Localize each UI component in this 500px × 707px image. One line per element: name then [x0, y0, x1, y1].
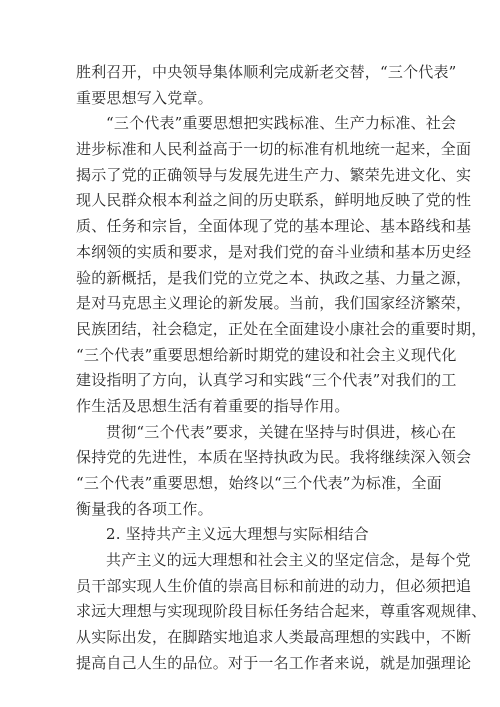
text-line: 本纲领的实质和要求，是对我们党的奋斗业绩和基本历史经	[76, 242, 472, 261]
text-line: 质、任务和宗旨，全面体现了党的基本理论、基本路线和基	[76, 217, 472, 236]
text-line: “三个代表”重要思想，始终以“三个代表”为标准，全面	[76, 474, 442, 492]
text-line: 民族团结，社会稳定，正处在全面建设小康社会的重要时期，	[76, 319, 487, 338]
paragraph-start-line: 共产主义的远大理想和社会主义的坚定信念，是每个党	[106, 551, 471, 570]
text-line: 重要思想写入党章。	[76, 88, 213, 107]
text-line: 建设指明了方向，认真学习和实践“三个代表”对我们的工	[76, 371, 457, 390]
text-line: 员干部实现人生价值的崇高目标和前进的动力，但必须把追	[76, 576, 472, 595]
section-heading: 2. 坚持共产主义远大理想与实际相结合	[106, 525, 369, 544]
text-line: 保持党的先进性，本质在坚持执政为民。我将继续深入领会	[76, 448, 472, 467]
paragraph-start-line: 贯彻“三个代表”要求，关键在坚持与时俱进，核心在	[106, 422, 457, 441]
text-line: 进步标准和人民利益高于一切的标准有机地统一起来，全面	[76, 140, 472, 159]
text-line: 作生活及思想生活有着重要的指导作用。	[76, 396, 350, 415]
text-line: 胜利召开，中央领导集体顺利完成新老交替，“三个代表”	[76, 63, 457, 81]
text-line: 求远大理想与实现现阶段目标任务结合起来，尊重客观规律、	[76, 602, 487, 621]
text-line: “三个代表”重要思想给新时期党的建设和社会主义现代化	[76, 345, 457, 364]
text-line: 从实际出发，在脚踏实地追求人类最高理想的实践中，不断	[76, 628, 472, 647]
text-line: 提高自己人生的品位。对于一名工作者来说，就是加强理论	[76, 653, 472, 672]
text-line: 是对马克思主义理论的新发展。当前，我们国家经济繁荣，	[76, 294, 472, 313]
text-line: 验的新概括，是我们党的立党之本、执政之基、力量之源，	[76, 268, 472, 287]
paragraph-start-line: “三个代表”重要思想把实践标准、生产力标准、社会	[106, 114, 457, 133]
text-line: 现人民群众根本利益之间的历史联系，鲜明地反映了党的性	[76, 191, 472, 210]
text-line: 揭示了党的正确领导与发展先进生产力、繁荣先进文化、实	[76, 165, 472, 184]
text-line: 衡量我的各项工作。	[76, 499, 213, 518]
document-body	[76, 60, 487, 677]
